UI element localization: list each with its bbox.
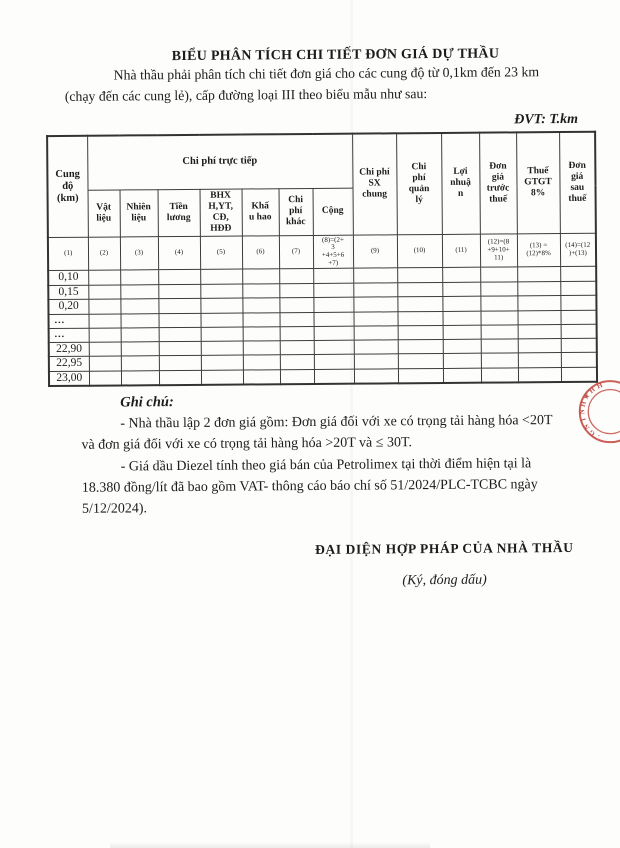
stamp-letter: N bbox=[578, 409, 587, 415]
empty-cell bbox=[200, 313, 242, 327]
table-header bbox=[47, 132, 596, 237]
empty-cell bbox=[397, 268, 442, 283]
empty-cell bbox=[121, 371, 159, 386]
col-header-chi-phi-khac: Chi phí khác bbox=[279, 188, 313, 235]
empty-cell bbox=[242, 298, 279, 313]
empty-cell bbox=[353, 268, 397, 283]
col-number: (3) bbox=[120, 236, 158, 270]
empty-cell bbox=[481, 339, 518, 354]
col-number: (9) bbox=[353, 234, 397, 268]
empty-cell bbox=[279, 269, 313, 284]
note-line: 5/12/2024). bbox=[81, 501, 148, 517]
signature-title: ĐẠI DIỆN HỢP PHÁP CỦA NHÀ THẦU bbox=[315, 539, 574, 557]
empty-cell bbox=[481, 325, 518, 339]
empty-cell bbox=[353, 283, 397, 298]
empty-cell bbox=[443, 325, 481, 339]
empty-cell bbox=[158, 270, 200, 285]
empty-cell bbox=[442, 267, 480, 282]
empty-cell bbox=[442, 296, 480, 311]
empty-cell bbox=[560, 267, 596, 282]
empty-cell bbox=[89, 342, 121, 357]
empty-cell bbox=[397, 297, 442, 312]
col-header-loi-nhuan: Lợi nhuậ n bbox=[441, 133, 480, 234]
empty-cell bbox=[314, 369, 354, 384]
empty-cell bbox=[89, 371, 121, 386]
empty-cell bbox=[279, 283, 313, 298]
empty-cell bbox=[354, 326, 398, 340]
col-header-bhxh: BHX H,YT, CĐ, HĐĐ bbox=[200, 189, 242, 236]
col-number-formula: (12)=(8 +9+10+ 11) bbox=[480, 233, 517, 267]
empty-cell bbox=[561, 310, 597, 324]
document-title: BIỂU PHÂN TÍCH CHI TIẾT ĐƠN GIÁ DỰ THẦU bbox=[171, 46, 500, 65]
col-header-chi-phi-quan-ly: Chi phí quản lý bbox=[396, 133, 442, 234]
stamp-letter: I bbox=[579, 417, 588, 423]
col-header-tien-luong: Tiền lương bbox=[158, 189, 200, 236]
empty-cell bbox=[443, 339, 481, 354]
empty-cell bbox=[354, 340, 398, 355]
empty-cell bbox=[517, 267, 560, 282]
empty-cell bbox=[201, 370, 243, 385]
distance-cell: 23,00 bbox=[49, 371, 89, 386]
col-header-don-gia-truoc-thue: Đơn giá trước thuế bbox=[479, 132, 517, 233]
empty-cell bbox=[200, 298, 242, 313]
distance-cell: 22,90 bbox=[49, 342, 89, 357]
empty-cell bbox=[201, 341, 243, 356]
empty-cell bbox=[398, 339, 443, 354]
empty-cell bbox=[121, 342, 159, 357]
empty-cell bbox=[353, 297, 397, 312]
empty-cell bbox=[314, 326, 354, 340]
empty-cell bbox=[561, 324, 597, 338]
empty-cell bbox=[480, 296, 517, 311]
empty-cell bbox=[243, 355, 280, 370]
empty-cell bbox=[280, 326, 314, 340]
empty-cell bbox=[242, 284, 279, 299]
empty-cell bbox=[201, 355, 243, 370]
empty-cell bbox=[88, 314, 120, 328]
empty-cell bbox=[279, 298, 313, 313]
table-data-rows bbox=[48, 267, 597, 387]
empty-cell bbox=[481, 311, 518, 325]
empty-cell bbox=[398, 354, 443, 369]
empty-cell bbox=[314, 340, 354, 355]
note-line: - Giá dầu Diezel tính theo giá bán của Petrolimex tại thời điểm hiện tại là bbox=[120, 455, 532, 475]
empty-cell bbox=[480, 282, 517, 297]
empty-cell bbox=[443, 353, 481, 368]
stamp-letter: H bbox=[587, 385, 597, 396]
stamp-letter: . bbox=[595, 432, 601, 441]
empty-cell bbox=[242, 313, 279, 327]
intro-line-2: (chạy đến các cung lẻ), cấp đường loại III theo biểu mẫu như sau: bbox=[64, 86, 428, 104]
empty-cell bbox=[443, 311, 481, 325]
empty-cell bbox=[517, 281, 560, 296]
stamp-letter: H bbox=[578, 400, 588, 408]
col-number-formula: (13) = (12)*8% bbox=[517, 233, 560, 267]
col-header-cung-do: Cung độ (km) bbox=[47, 136, 88, 237]
empty-cell bbox=[243, 327, 280, 341]
empty-cell bbox=[397, 282, 442, 297]
empty-cell bbox=[354, 369, 398, 384]
stamp-letter: H bbox=[595, 381, 604, 391]
unit-label: ĐVT: T.km bbox=[514, 111, 579, 128]
empty-cell bbox=[517, 296, 560, 311]
empty-cell bbox=[518, 367, 561, 382]
note-line: và đơn giá đối với xe có trọng tải hàng hóa >20T và ≤ 30T. bbox=[81, 435, 412, 454]
empty-cell bbox=[88, 270, 120, 285]
empty-cell bbox=[200, 269, 242, 284]
stamp-letter: N bbox=[581, 422, 592, 431]
empty-cell bbox=[88, 299, 120, 314]
distance-cell: ... bbox=[49, 328, 89, 342]
col-header-don-gia-sau-thue: Đơn giá sau thuế bbox=[559, 132, 596, 233]
empty-cell bbox=[89, 356, 121, 371]
empty-cell bbox=[313, 312, 353, 326]
empty-cell bbox=[518, 310, 561, 324]
empty-cell bbox=[242, 269, 279, 284]
empty-cell bbox=[398, 368, 443, 383]
empty-cell bbox=[518, 324, 561, 338]
col-number: (2) bbox=[88, 237, 120, 271]
notes-heading: Ghi chú: bbox=[120, 394, 174, 411]
notes-block bbox=[81, 410, 553, 520]
empty-cell bbox=[560, 296, 596, 311]
unit-price-table bbox=[46, 131, 598, 388]
col-header-nhien-lieu: Nhiên liệu bbox=[120, 189, 158, 236]
empty-cell bbox=[121, 328, 159, 342]
table-row bbox=[49, 367, 597, 386]
empty-cell bbox=[398, 311, 443, 325]
col-header-chi-phi-truc-tiep: Chi phí trực tiếp bbox=[87, 134, 352, 190]
empty-cell bbox=[518, 353, 561, 368]
col-header-cong: Cộng bbox=[313, 188, 353, 235]
empty-cell bbox=[159, 356, 201, 371]
distance-cell: 22,95 bbox=[49, 357, 89, 372]
col-number: (4) bbox=[158, 236, 200, 270]
empty-cell bbox=[279, 312, 313, 326]
col-number: (5) bbox=[200, 236, 242, 270]
col-number-formula: (8)=(2+ 3 +4+5+6 +7) bbox=[313, 235, 353, 269]
col-header-vat-lieu: Vật liệu bbox=[88, 189, 120, 236]
empty-cell bbox=[280, 340, 314, 355]
empty-cell bbox=[159, 341, 201, 356]
empty-cell bbox=[243, 370, 280, 385]
signature-instruction: (Ký, đóng dấu) bbox=[402, 572, 487, 589]
distance-cell: ... bbox=[48, 314, 88, 328]
col-header-thue-gtgt: Thuế GTGT 8% bbox=[516, 132, 560, 233]
empty-cell bbox=[158, 284, 200, 299]
note-line: - Nhà thầu lập 2 đơn giá gồm: Đơn giá đối với xe có trọng tải hàng hóa <20T bbox=[120, 413, 553, 432]
empty-cell bbox=[354, 312, 398, 326]
empty-cell bbox=[280, 355, 314, 370]
stamp-letter: G bbox=[587, 428, 597, 438]
empty-cell bbox=[561, 338, 597, 353]
col-number: (1) bbox=[48, 237, 88, 271]
col-number: (6) bbox=[242, 235, 279, 269]
empty-cell bbox=[518, 338, 561, 353]
empty-cell bbox=[159, 327, 201, 341]
distance-cell: 0,15 bbox=[48, 285, 88, 300]
col-number: (10) bbox=[397, 234, 442, 268]
intro-line-1: Nhà thầu phải phân tích chi tiết đơn giá cho các cung độ từ 0,1km đến 23 km bbox=[113, 64, 540, 83]
empty-cell bbox=[481, 353, 518, 368]
col-number: (7) bbox=[279, 235, 313, 269]
empty-cell bbox=[313, 297, 353, 312]
distance-cell: 0,20 bbox=[48, 300, 88, 315]
empty-cell bbox=[442, 282, 480, 297]
empty-cell bbox=[89, 328, 121, 342]
empty-cell bbox=[313, 283, 353, 298]
empty-cell bbox=[354, 354, 398, 369]
empty-cell bbox=[200, 284, 242, 299]
empty-cell bbox=[313, 268, 353, 283]
empty-cell bbox=[443, 368, 481, 383]
empty-cell bbox=[159, 370, 201, 385]
empty-cell bbox=[120, 299, 158, 314]
empty-cell bbox=[120, 314, 158, 328]
column-numbering-row bbox=[48, 233, 596, 271]
empty-cell bbox=[314, 354, 354, 369]
empty-cell bbox=[158, 299, 200, 314]
empty-cell bbox=[121, 356, 159, 371]
empty-cell bbox=[120, 285, 158, 300]
note-line: 18.380 đồng/lít đã bao gồm VAT- thông cáo báo chí số 51/2024/PLC-TCBC ngày bbox=[81, 477, 538, 496]
col-header-chi-phi-sx-chung: Chi phí SX chung bbox=[352, 133, 397, 234]
empty-cell bbox=[481, 368, 518, 383]
empty-cell bbox=[158, 313, 200, 327]
empty-cell bbox=[398, 325, 443, 339]
stamp-star: ★ bbox=[581, 391, 592, 402]
empty-cell bbox=[561, 353, 597, 368]
unit-price-table-wrapper bbox=[46, 131, 598, 388]
header-row-1 bbox=[47, 132, 595, 190]
empty-cell bbox=[243, 341, 280, 356]
col-number: (11) bbox=[442, 234, 480, 268]
col-number-formula: (14)=(12 )+(13) bbox=[560, 233, 596, 267]
red-seal-stamp bbox=[573, 374, 620, 452]
distance-cell: 0,10 bbox=[48, 271, 88, 286]
empty-cell bbox=[201, 327, 243, 341]
empty-cell bbox=[120, 270, 158, 285]
empty-cell bbox=[560, 281, 596, 296]
empty-cell bbox=[88, 285, 120, 300]
col-header-khau-hao: Khấ u hao bbox=[242, 188, 279, 235]
empty-cell bbox=[480, 267, 517, 282]
empty-cell bbox=[280, 369, 314, 384]
